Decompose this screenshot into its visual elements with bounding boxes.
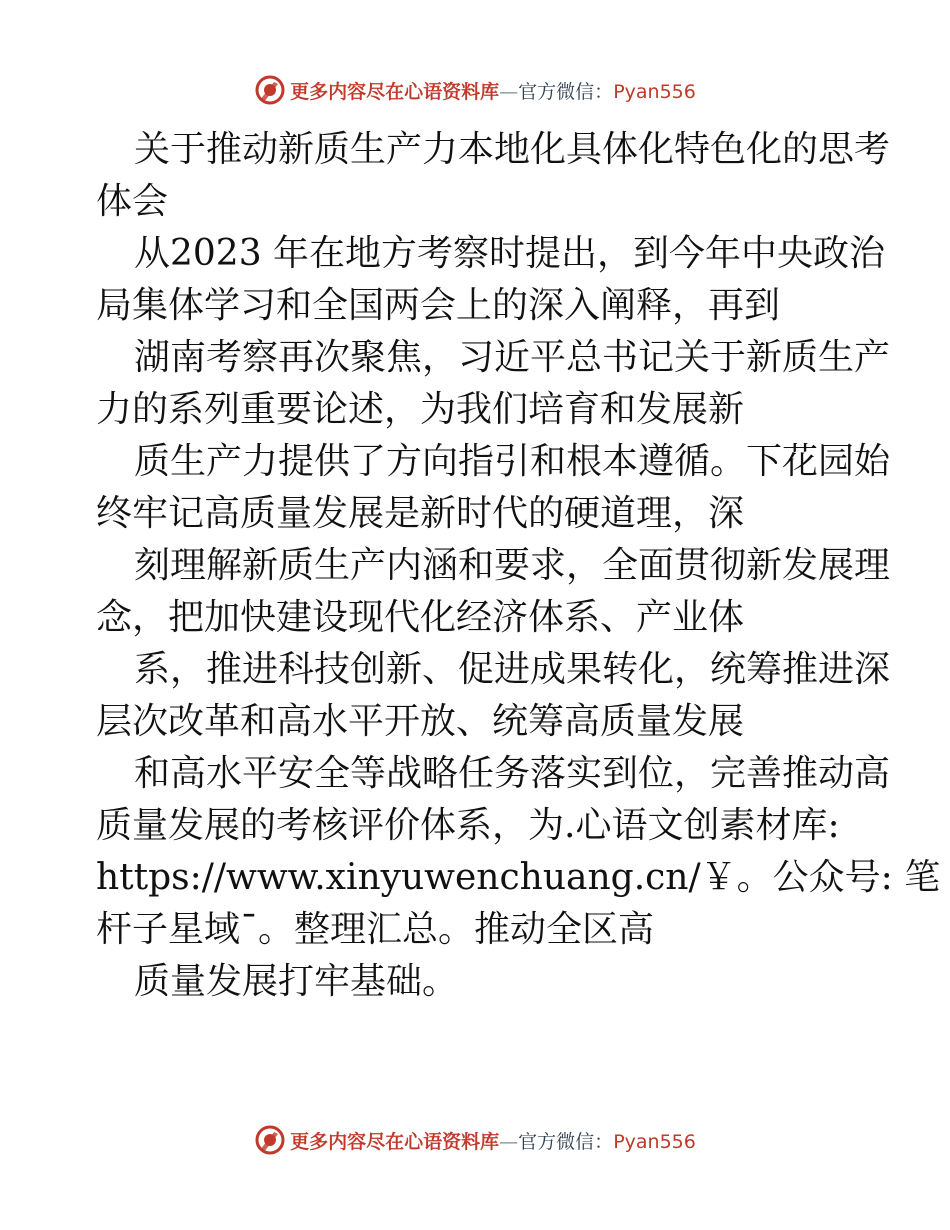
footer-banner [0, 1120, 950, 1160]
text-line: 终牢记高质量发展是新时代的硬道理，深 [96, 493, 745, 534]
text-line: 质生产力提供了方向指引和根本遵循。下花园始 [134, 441, 891, 482]
text-line: 念，把加快建设现代化经济体系、产业体 [96, 597, 745, 638]
document-body [96, 124, 941, 1008]
header-banner-text [290, 77, 696, 104]
footer-wechat-id: Pyan556 [613, 1130, 696, 1153]
text-line: 湖南考察再次聚焦，习近平总书记关于新质生产 [134, 337, 891, 378]
text-line: 和高水平安全等战略任务落实到位，完善推动高 [134, 753, 891, 794]
text-line: 力的系列重要论述，为我们培育和发展新 [96, 389, 745, 430]
text-line: 层次改革和高水平开放、统筹高质量发展 [96, 701, 745, 742]
text-line: 刻理解新质生产内涵和要求，全面贯彻新发展理 [134, 545, 891, 586]
text-line: 杆子星域¯。整理汇总。推动全区高 [96, 909, 655, 950]
footer-wechat-label: 官方微信： [518, 1130, 614, 1153]
header-wechat-id: Pyan556 [613, 80, 696, 103]
brand-logo-icon [254, 74, 286, 106]
header-banner [0, 70, 950, 110]
text-line: 局集体学习和全国两会上的深入阐释，再到 [96, 285, 781, 326]
footer-brand-text: 更多内容尽在心语资料库 [290, 1130, 500, 1153]
header-dash: — [499, 80, 519, 103]
text-line: 体会 [96, 181, 169, 222]
header-wechat-label: 官方微信： [518, 80, 614, 103]
text-line: 质量发展的考核评价体系，为.心语文创素材库: [96, 805, 840, 846]
header-brand-text: 更多内容尽在心语资料库 [290, 80, 500, 103]
text-line: 质量发展打牢基础。 [134, 961, 459, 1002]
brand-logo-icon [254, 1124, 286, 1156]
footer-banner-text [290, 1127, 696, 1154]
text-line: 系，推进科技创新、促进成果转化，统筹推进深 [134, 649, 891, 690]
footer-dash: — [499, 1130, 519, 1153]
text-line: 关于推动新质生产力本地化具体化特色化的思考 [134, 129, 891, 170]
text-line: https://www.xinyuwenchuang.cn/￥。公众号: 笔 [96, 857, 941, 898]
text-line: 从2023 年在地方考察时提出，到今年中央政治 [134, 233, 886, 274]
